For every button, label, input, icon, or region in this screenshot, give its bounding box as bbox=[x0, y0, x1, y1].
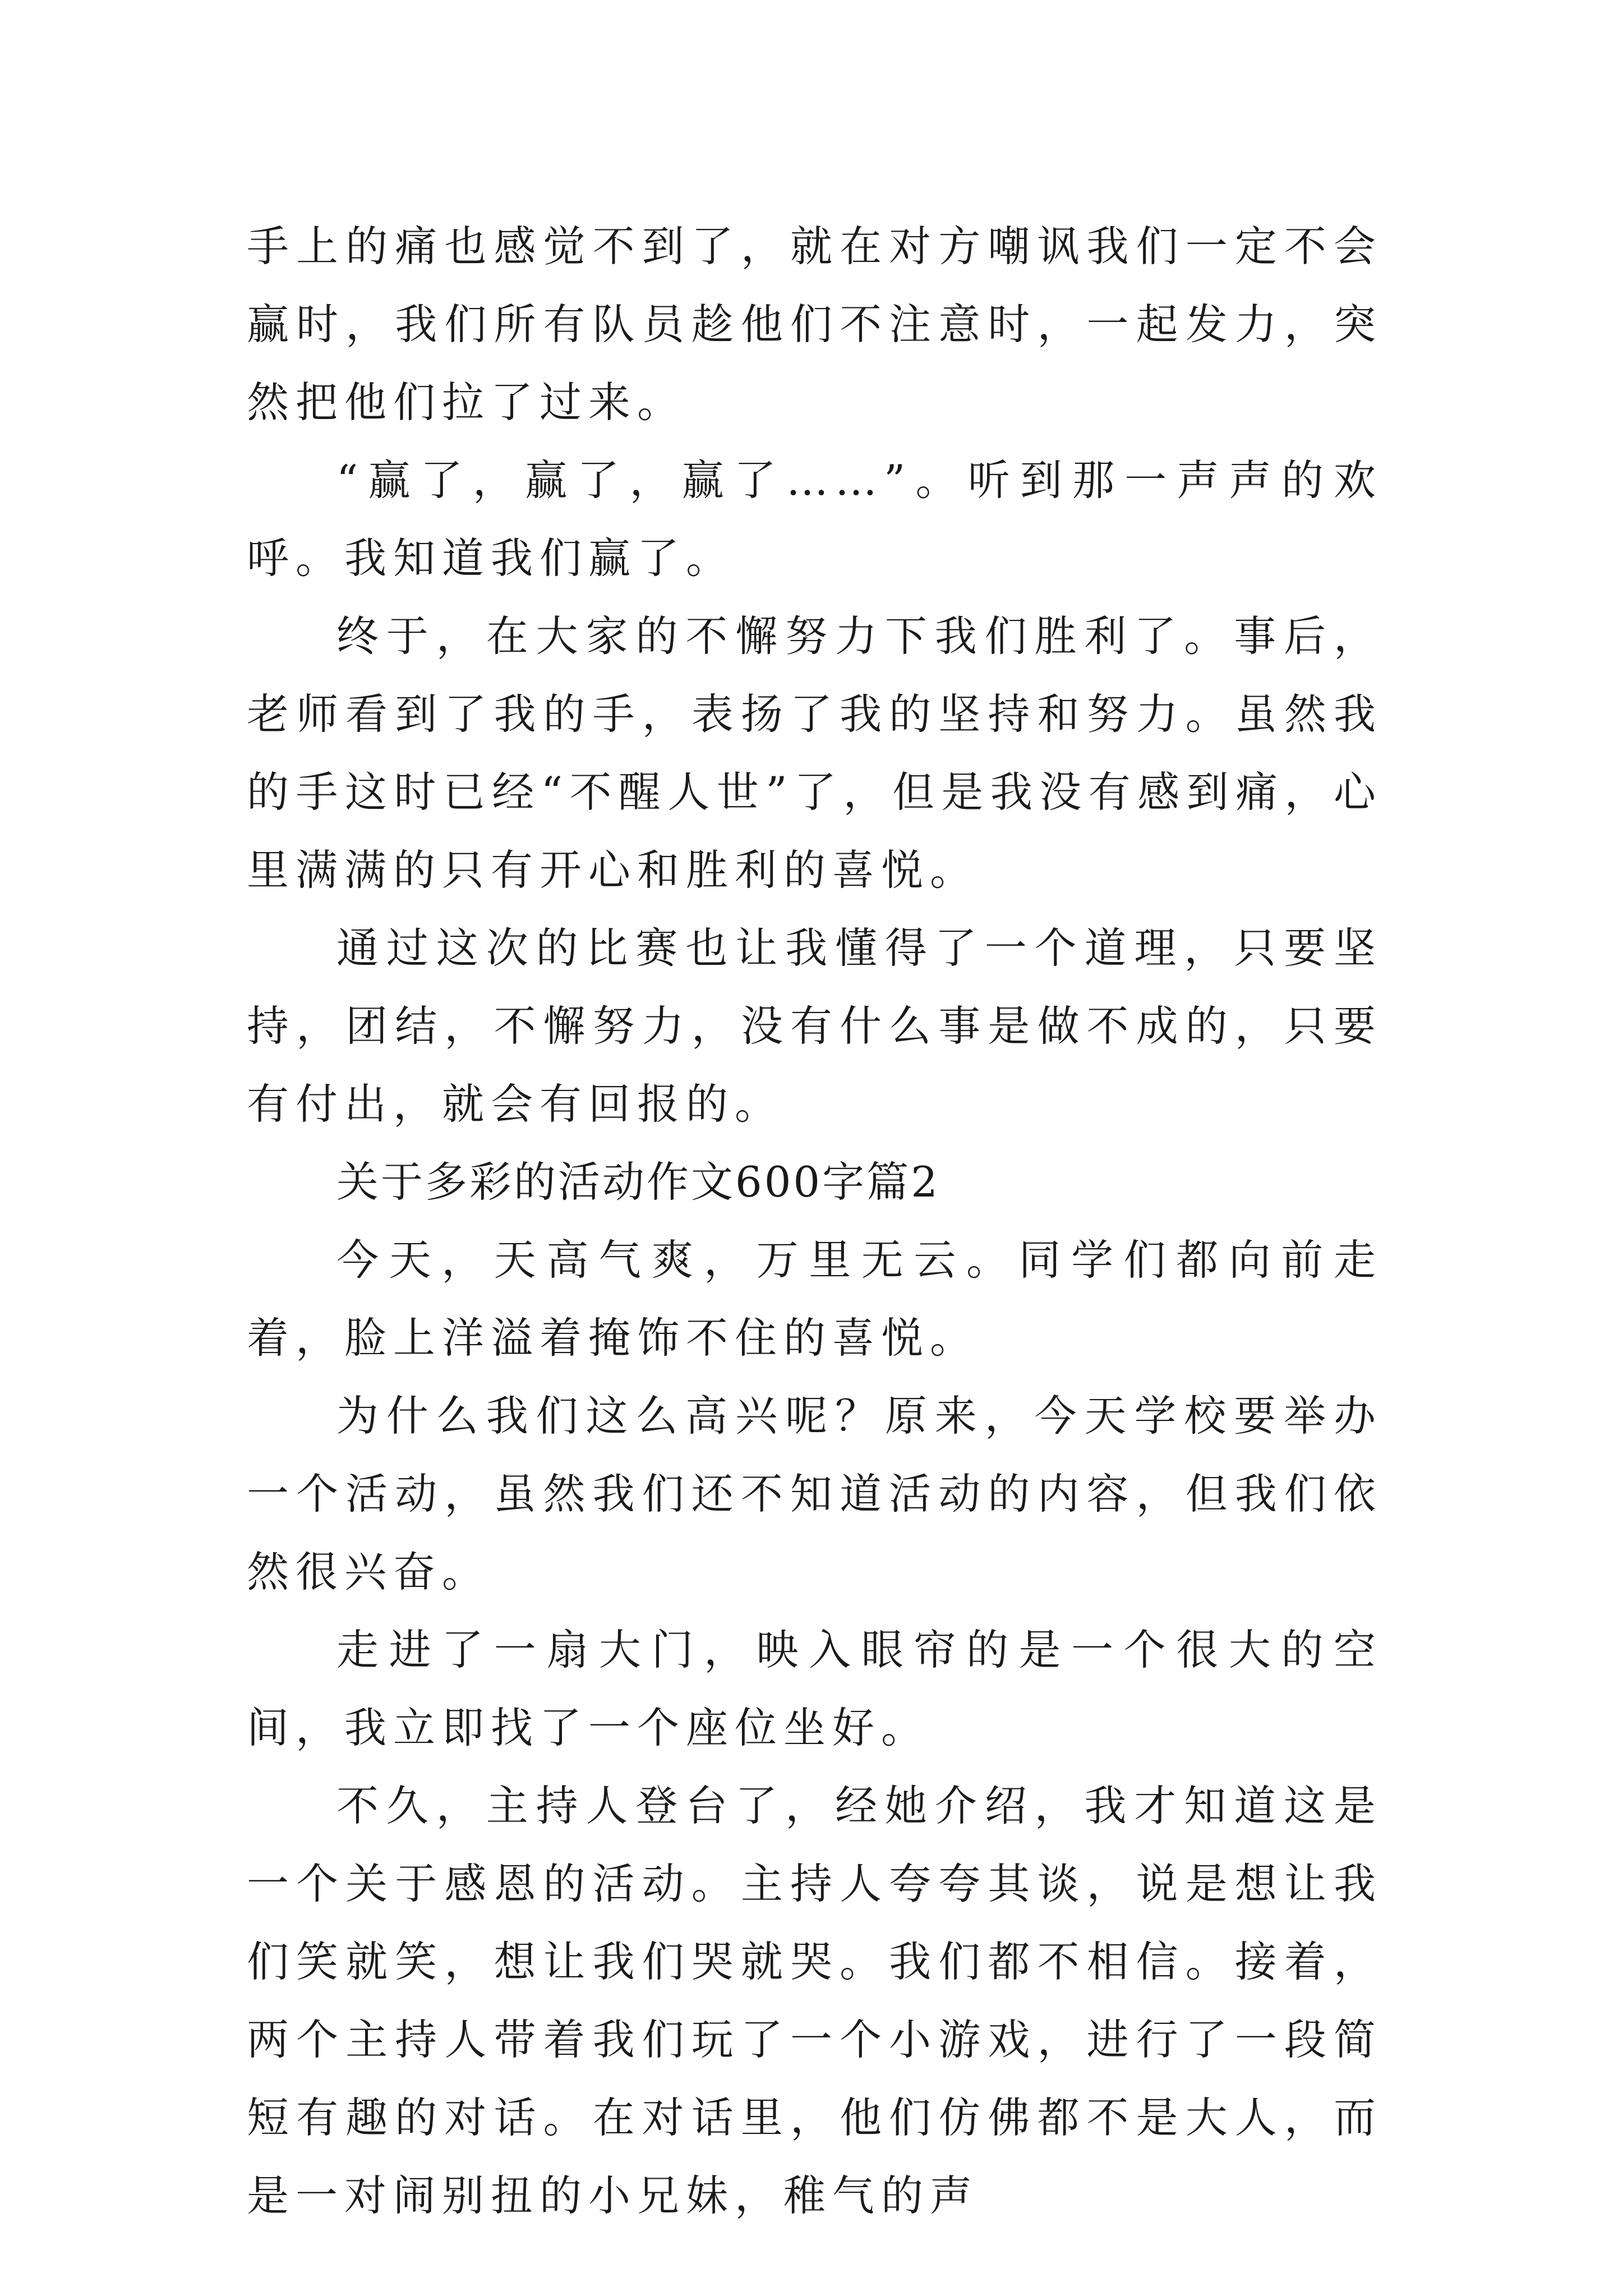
essay-heading: 关于多彩的活动作文600字篇2 bbox=[336, 1157, 940, 1207]
paragraph-cheering: “赢了，赢了，赢了……”。听到那一声声的欢呼。我知道我们赢了。 bbox=[247, 455, 1382, 583]
paragraph-weather: 今天，天高气爽，万里无云。同学们都向前走着，脸上洋溢着掩饰不住的喜悦。 bbox=[247, 1235, 1382, 1363]
paragraph-why-happy: 为什么我们这么高兴呢？原来，今天学校要举办一个活动，虽然我们还不知道活动的内容，但我们依然很兴奋。 bbox=[247, 1391, 1382, 1596]
paragraph-entering: 走进了一扇大门，映入眼帘的是一个很大的空间，我立即找了一个座位坐好。 bbox=[247, 1625, 1382, 1752]
paragraph-continuation: 手上的痛也感觉不到了，就在对方嘲讽我们一定不会赢时，我们所有队员趁他们不注意时，一起发力，突然把他们拉了过来。 bbox=[247, 222, 1382, 427]
paragraph-host: 不久，主持人登台了，经她介绍，我才知道这是一个关于感恩的活动。主持人夸夸其谈，说是想让我们笑就笑，想让我们哭就哭。我们都不相信。接着，两个主持人带着我们玩了一个小游戏，进行了一段简短有趣的对话。在对话里，他们仿佛都不是大人，而是一对闹别扭的小兄妹，稚气的声 bbox=[247, 1781, 1382, 2220]
paragraph-victory: 终于，在大家的不懈努力下我们胜利了。事后，老师看到了我的手，表扬了我的坚持和努力。虽然我的手这时已经“不醒人世”了，但是我没有感到痛，心里满满的只有开心和胜利的喜悦。 bbox=[247, 611, 1382, 895]
paragraph-lesson: 通过这次的比赛也让我懂得了一个道理，只要坚持，团结，不懈努力，没有什么事是做不成的，只要有付出，就会有回报的。 bbox=[247, 923, 1382, 1129]
document-body bbox=[247, 208, 1382, 2235]
